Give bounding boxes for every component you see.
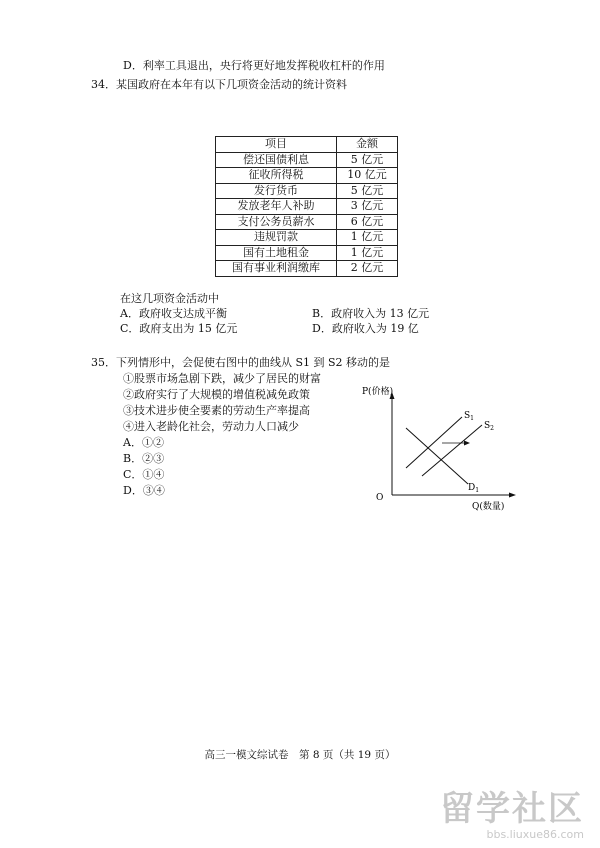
table-cell-amount: 3 亿元 xyxy=(337,199,398,215)
watermark-logo xyxy=(440,790,584,841)
table-row xyxy=(216,183,398,199)
table-cell-item: 发行货币 xyxy=(216,183,337,199)
table-cell-item: 征收所得税 xyxy=(216,168,337,184)
q35-item-4: ④进入老龄化社会，劳动力人口减少 xyxy=(123,420,299,433)
watermark-text: 留学社区 xyxy=(440,789,584,829)
q35-option-a: A．①② xyxy=(123,436,164,449)
q34-option-d: D．政府收入为 19 亿 xyxy=(312,322,419,335)
q34-stem: 34．某国政府在本年有以下几项资金活动的统计资料 xyxy=(91,78,347,91)
table-cell-amount: 6 亿元 xyxy=(337,214,398,230)
x-axis-arrow xyxy=(509,493,516,498)
table-row xyxy=(216,230,398,246)
origin-label: O xyxy=(376,493,384,503)
table-cell-item: 违规罚款 xyxy=(216,230,337,246)
q35-stem: 35．下列情形中，会促使右图中的曲线从 S1 到 S2 移动的是 xyxy=(91,356,391,369)
s1-curve xyxy=(406,417,462,468)
q35-item-3: ③技术进步使全要素的劳动生产率提高 xyxy=(123,404,310,417)
supply-demand-graph xyxy=(360,380,530,515)
page-footer: 高三一模文综试卷 第 8 页（共 19 页） xyxy=(204,749,396,761)
table-row xyxy=(216,168,398,184)
q34-option-c: C．政府支出为 15 亿元 xyxy=(120,322,238,335)
q35-item-1: ①股票市场急剧下跌，减少了居民的财富 xyxy=(123,372,321,385)
d1-curve xyxy=(406,428,468,484)
watermark-url: bbs.liuxue86.com xyxy=(486,828,584,841)
q33-option-d: D．利率工具退出，央行将更好地发挥税收杠杆的作用 xyxy=(123,59,385,72)
table-row xyxy=(216,199,398,215)
d1-label: $D_1$ xyxy=(468,483,480,494)
q34-table xyxy=(215,136,398,277)
shift-arrow-head xyxy=(464,441,470,446)
y-axis-label: P(价格) xyxy=(362,387,394,397)
table-row xyxy=(216,245,398,261)
table-cell-amount: 2 亿元 xyxy=(337,261,398,277)
q34-option-b: B．政府收入为 13 亿元 xyxy=(312,307,430,320)
table-cell-amount: 5 亿元 xyxy=(337,152,398,168)
q35-item-2: ②政府实行了大规模的增值税减免政策 xyxy=(123,388,310,401)
q34-prompt: 在这几项资金活动中 xyxy=(120,292,219,305)
table-cell-amount: 5 亿元 xyxy=(337,183,398,199)
table-header-item: 项目 xyxy=(216,137,337,153)
table-header-amount: 金额 xyxy=(337,137,398,153)
s1-label: $S_1$ xyxy=(464,411,474,422)
q35-option-d: D．③④ xyxy=(123,484,165,497)
table-cell-item: 支付公务员薪水 xyxy=(216,214,337,230)
x-axis-label: Q(数量) xyxy=(472,502,505,512)
q35-option-c: C．①④ xyxy=(123,468,165,481)
table-cell-item: 偿还国债利息 xyxy=(216,152,337,168)
table-cell-amount: 10 亿元 xyxy=(337,168,398,184)
table-cell-item: 国有土地租金 xyxy=(216,245,337,261)
q34-option-a: A．政府收支达成平衡 xyxy=(120,307,227,320)
table-cell-amount: 1 亿元 xyxy=(337,245,398,261)
q35-option-b: B．②③ xyxy=(123,452,165,465)
table-row xyxy=(216,261,398,277)
table-row xyxy=(216,152,398,168)
table-header-row xyxy=(216,137,398,153)
s2-label: $S_2$ xyxy=(484,421,494,432)
table-cell-item: 发放老年人补助 xyxy=(216,199,337,215)
table-cell-item: 国有事业利润缴库 xyxy=(216,261,337,277)
table-row xyxy=(216,214,398,230)
table-cell-amount: 1 亿元 xyxy=(337,230,398,246)
